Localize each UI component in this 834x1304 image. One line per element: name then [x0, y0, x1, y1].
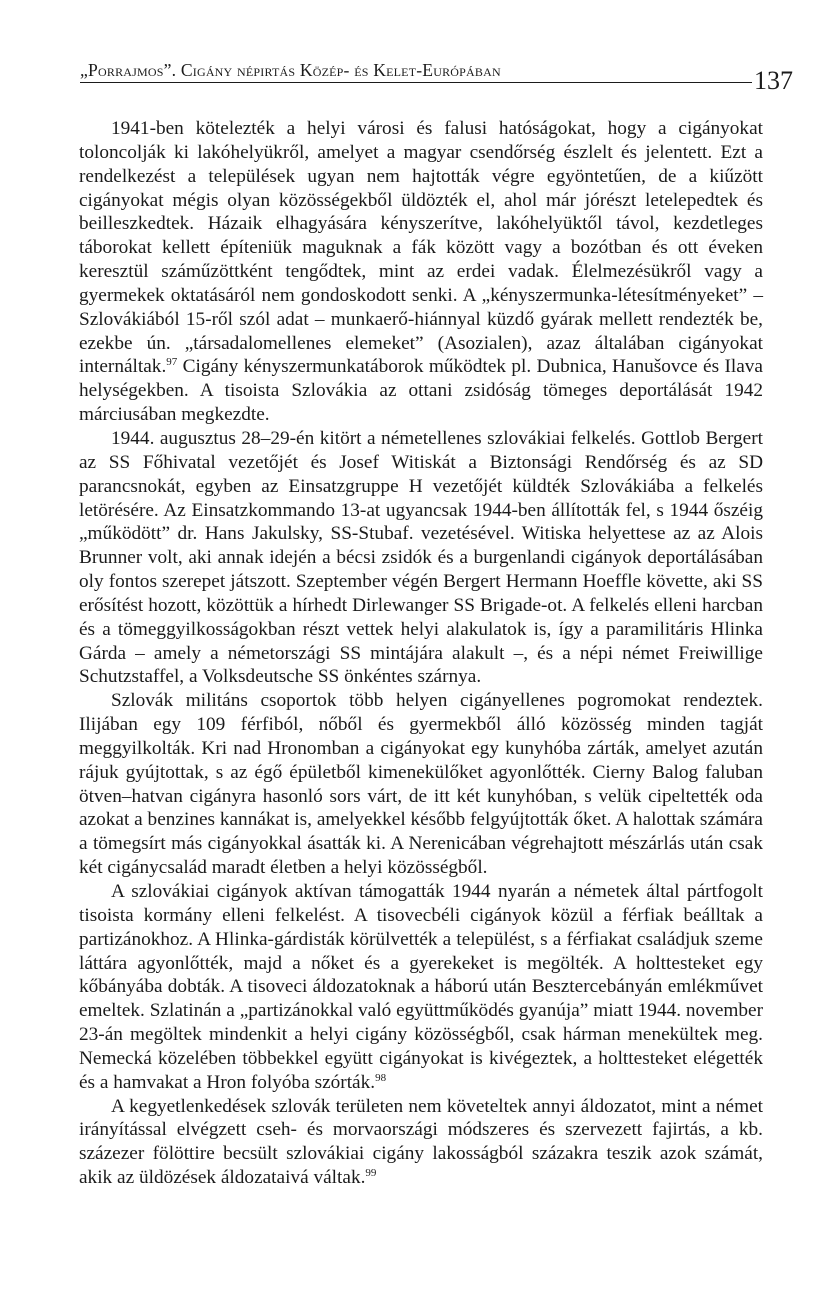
footnote-ref-98: 98 — [375, 1071, 387, 1084]
paragraph-4 — [79, 880, 763, 1095]
paragraph-1 — [79, 117, 763, 427]
page-number: 137 — [754, 66, 793, 95]
paragraph-text: Cigány kényszermunkatáborok működtek pl. Dubnica, Hanušovce és Ilava helységekben. A tisoista Szlovákia az ottani zsidóság tömeges deportálását 1942 márciusában megkezdte. — [79, 356, 763, 426]
header-rule — [80, 82, 752, 83]
running-title: „Porrajmos”. Cigány népirtás Közép- és Kelet-Európában — [80, 60, 501, 80]
body-text — [79, 117, 763, 1190]
paragraph-text: A kegyetlenkedések szlovák területen nem követeltek annyi áldozatot, mint a német irányítással elvégzett cseh- és morvaországi módszeres és szervezett fajirtás, a kb. százezer fölöttire becsült szlovákiai cigány lakosságból százakra teszik azok számát, akik az üldözések áldozataivá váltak. — [79, 1095, 763, 1189]
footnote-ref-99: 99 — [365, 1167, 377, 1180]
running-head — [80, 58, 752, 84]
paragraph-5 — [79, 1095, 763, 1190]
footnote-ref-97: 97 — [166, 356, 178, 369]
paragraph-text: 1941-ben kötelezték a helyi városi és falusi hatóságokat, hogy a cigányokat toloncolják ki lakóhelyükről, amelyet a magyar csendőrség észlelt és jelentett. Ezt a rendelkezést a települések ugyan nem hajtották végre egyöntetűen, de a kiűzött cigányokat mégis olyan közösségekből üldözték el, ahol már jórészt letelepedtek és beilleszkedtek. Házaik elhagyására kényszerítve, lakóhelyüktől távol, kezdetleges táborokat kellett építeniük maguknak a fák között vagy a bozótban és ott éveken keresztül száműzöttként tengődtek, mint az erdei vadak. Élelmezésükről vagy a gyermekek oktatásáról nem gondoskodott senki. A „kényszermunka-létesítményeket” – Szlovákiából 15-ről szól adat – munkaerő-hiánnyal küzdő gyárak mellett rendezték be, ezekbe ún. „társadalomellenes elemeket” (Asozialen), azaz általában cigányokat internáltak. — [79, 118, 763, 378]
paragraph-2: 1944. augusztus 28–29-én kitört a németellenes szlovákiai felkelés. Gottlob Bergert az SS Főhivatal vezetőjét és Josef Witiskát a Biztonsági Rendőrség és az SD parancsnokát, egyben az Einsatzgruppe H vezetőjét küldték Szlovákiába a felkelés letörésére. Az Einsatzkommando 13-at ugyancsak 1944-ben állították fel, s 1944 őszéig „működött” dr. Hans Jakulsky, SS-Stubaf. vezetésével. Witiska helyettese az az Alois Brunner volt, aki annak idején a bécsi zsidók és a burgenlandi cigányok deportálásában oly fontos szerepet játszott. Szeptember végén Bergert Hermann Hoeffle követte, aki SS erősítést hozott, közöttük a hírhedt Dirlewanger SS Brigade-ot. A felkelés elleni harcban és a tömeggyilkosságokban részt vettek helyi alakulatok is, így a paramilitáris Hlinka Gárda – amely a németországi SS mintájára alakult –, és a népi német Freiwillige Schutzstaffel, a Volksdeutsche SS önkéntes szárnya. — [79, 427, 763, 688]
paragraph-3: Szlovák militáns csoportok több helyen cigányellenes pogromokat rendeztek. Ilijában egy 109 férfiból, nőből és gyermekből álló közösség minden tagját meggyilkolták. Kri nad Hronomban a cigányokat egy kunyhóba zárták, amelyet azután rájuk gyújtottak, s az égő épületből kimenekülőket agyonlőtték. Cierny Balog faluban ötven–hatvan cigányra hasonló sors várt, de itt két kunyhóban, s velük cipeltették oda azokat a benzines kannákat is, amelyekkel később felgyújtották őket. A halottak számára a tömegsírt más cigányokkal ásatták ki. A Nerenicában végrehajtott mészárlás után csak két cigánycsalád maradt életben a helyi közösségből. — [79, 690, 763, 879]
paragraph-text: A szlovákiai cigányok aktívan támogatták 1944 nyarán a németek által pártfogolt tisoista kormány elleni felkelést. A tisovecbéli cigányok közül a férfiak beálltak a partizánokhoz. A Hlinka-gárdisták körülvették a települést, s a férfiakat családjuk szeme láttára agyonlőtték, majd a nőket és a gyerekeket is megölték. A holttesteket egy kőbányába dobták. A tisoveci áldozatoknak a háború után Besztercebányán emlékművet emeltek. Szlatinán a „partizánokkal való együttműködés gyanúja” miatt 1944. november 23-án megöltek mindenkit a helyi cigány közösségből, csak hárman menekültek meg. Nemecká közelében többekkel együtt cigányokat is kivégeztek, a holttesteket elégették és a hamvakat a Hron folyóba szórták. — [79, 881, 763, 1093]
